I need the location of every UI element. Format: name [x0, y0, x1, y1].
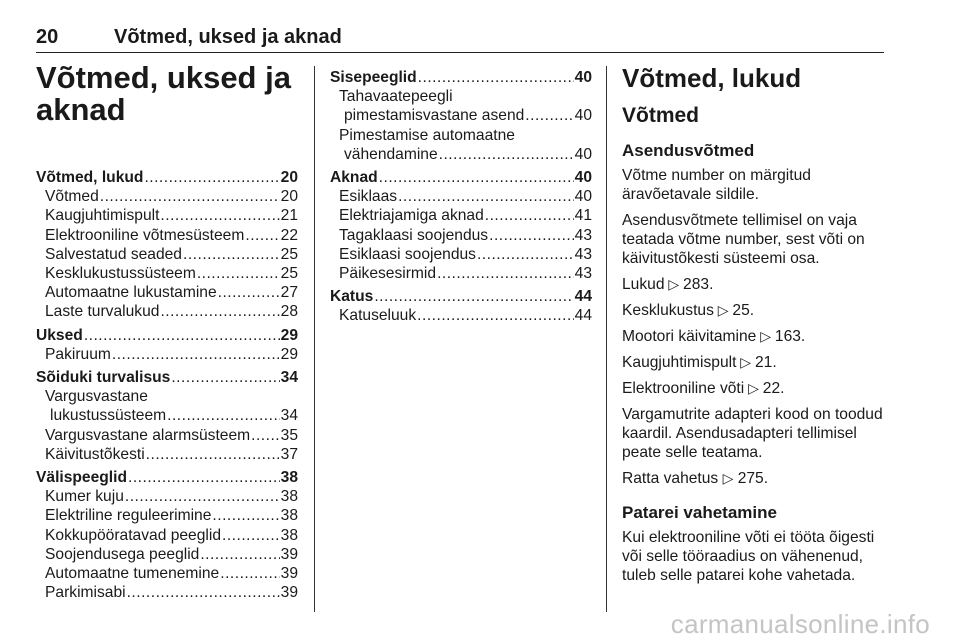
toc-entry-label: Laste turvalukud — [45, 303, 160, 321]
toc-entry-label: pimestamisvastane asend — [344, 107, 525, 125]
toc-section-label: Katus — [330, 288, 374, 306]
toc-entry-label: Salvestatud seaded — [45, 245, 182, 263]
toc-section-label: Välispeeglid — [36, 469, 127, 487]
toc-leader-dots — [84, 326, 280, 345]
toc-entry-label: Vargusvastane alarmsüsteem — [45, 426, 251, 444]
toc-entry[interactable] — [36, 206, 298, 225]
cross-reference-page: 283. — [683, 276, 714, 293]
toc-page-number: 29 — [280, 345, 298, 363]
toc-entry[interactable] — [36, 526, 298, 545]
toc-leader-dots — [100, 187, 280, 206]
subsection-heading: Võtmed — [622, 104, 700, 127]
toc-leader-dots — [437, 264, 574, 283]
toc-leader-dots — [489, 226, 574, 245]
toc-entry-label: Parkimisabi — [45, 584, 126, 602]
toc-page-number: 39 — [280, 565, 298, 583]
toc-entry-label[interactable]: Pimestamise automaatne — [339, 126, 515, 144]
toc-entry[interactable] — [330, 264, 592, 283]
triangle-right-icon: ▷ — [664, 276, 684, 292]
watermark: carmanualsonline.info — [670, 609, 930, 639]
toc-entry[interactable] — [36, 545, 298, 564]
cross-reference[interactable] — [622, 469, 892, 488]
toc-entry-label: Kokkupööratavad peeglid — [45, 526, 221, 544]
toc-page-number: 43 — [574, 265, 592, 283]
toc-section-entry[interactable] — [36, 326, 298, 345]
toc-page-number: 20 — [280, 188, 298, 206]
subsubsection-heading: Asendusvõtmed — [622, 141, 755, 160]
toc-leader-dots — [245, 226, 279, 245]
column-divider — [606, 66, 607, 612]
toc-page-number: 38 — [280, 526, 298, 544]
toc-entry[interactable] — [330, 187, 592, 206]
toc-entry[interactable] — [36, 445, 298, 464]
toc-section-label: Sisepeeglid — [330, 69, 417, 86]
toc-entry[interactable] — [36, 245, 298, 264]
toc-page-number: 37 — [280, 445, 298, 463]
paragraph: Võtme number on märgitud äravõetavale sildile. — [622, 167, 811, 203]
toc-page-number: 38 — [280, 488, 298, 506]
toc-page-number: 40 — [574, 145, 592, 163]
toc-leader-dots — [197, 264, 280, 283]
toc-entry[interactable] — [330, 206, 592, 225]
toc-section-label: Aknad — [330, 169, 378, 187]
toc-entry-label: Automaatne lukustamine — [45, 284, 217, 302]
toc-page-number: 40 — [574, 69, 592, 86]
toc-entry[interactable] — [330, 106, 592, 125]
toc-entry[interactable] — [36, 426, 298, 445]
page-header — [36, 26, 884, 53]
toc-page-number: 40 — [574, 188, 592, 206]
toc-page-number: 39 — [280, 545, 298, 563]
toc-page-number: 22 — [280, 226, 298, 244]
toc-entry-label: Soojendusega peeglid — [45, 545, 200, 563]
toc-entry[interactable] — [36, 264, 298, 283]
toc-entry-label: Automaatne tumenemine — [45, 565, 220, 583]
toc-leader-dots — [128, 468, 280, 487]
toc-entry[interactable] — [36, 406, 298, 425]
toc-entry-label: lukustussüsteem — [50, 407, 167, 425]
toc-page-number: 25 — [280, 265, 298, 283]
cross-reference-label: Elektrooniline võti — [622, 380, 745, 397]
toc-page-number: 41 — [574, 207, 592, 225]
toc-entry-label[interactable]: Tahavaatepeegli — [339, 88, 453, 106]
toc-section-entry[interactable] — [330, 168, 592, 187]
toc-leader-dots — [525, 106, 573, 125]
toc-leader-dots — [251, 426, 280, 445]
toc-leader-dots — [160, 302, 279, 321]
toc-leader-dots — [485, 206, 574, 225]
triangle-right-icon: ▷ — [744, 380, 763, 396]
toc-page-number: 40 — [574, 169, 592, 187]
toc-leader-dots — [146, 445, 280, 464]
toc-entry-label: Elektriajamiga aknad — [339, 207, 484, 225]
toc-section-entry[interactable] — [330, 287, 592, 306]
toc-leader-dots — [222, 526, 280, 545]
toc-entry[interactable] — [330, 226, 592, 245]
toc-page-number: 21 — [280, 207, 298, 225]
paragraph: Vargamutrite adapteri kood on toodud kaardil. Asendusadapteri tellimisel peate selle teatama. — [622, 406, 883, 461]
toc-section-label: Võtmed, lukud — [36, 169, 144, 186]
cross-reference-page: 275. — [737, 470, 769, 487]
toc-leader-dots — [160, 206, 279, 225]
cross-reference-page: 25. — [732, 302, 755, 319]
page-number: 20 — [36, 26, 59, 48]
toc-entry-label: Elektriline reguleerimine — [45, 507, 212, 525]
toc-section-label: Uksed — [36, 326, 83, 344]
chapter-title: Võtmed, uksed ja aknad — [36, 60, 291, 127]
toc-entry-label[interactable]: Vargusvastane — [45, 388, 148, 406]
toc-leader-dots — [127, 583, 280, 602]
running-title: Võtmed, uksed ja aknad — [114, 26, 342, 48]
toc-entry[interactable] — [330, 245, 592, 264]
toc-entry[interactable] — [36, 226, 298, 245]
table-of-contents — [36, 168, 298, 602]
cross-reference-label: Lukud — [622, 276, 665, 293]
paragraph: Asendusvõtmete tellimisel on vaja teatada võtme number, sest võti on käivitustõkesti süsteemi osa. — [622, 212, 865, 267]
toc-leader-dots — [144, 168, 279, 187]
toc-leader-dots — [477, 245, 574, 264]
toc-leader-dots — [125, 487, 280, 506]
toc-page-number: 34 — [280, 369, 298, 387]
toc-page-number: 34 — [280, 407, 298, 425]
toc-column-2 — [330, 68, 592, 326]
toc-leader-dots — [417, 306, 573, 325]
column-divider — [314, 66, 315, 612]
cross-reference-page: 22. — [762, 380, 785, 397]
toc-leader-dots — [200, 545, 279, 564]
table-of-contents — [330, 68, 592, 326]
toc-section-entry[interactable] — [36, 168, 298, 187]
toc-entry[interactable] — [36, 345, 298, 364]
toc-leader-dots — [418, 68, 574, 87]
toc-leader-dots — [171, 368, 279, 387]
cross-reference-page: 163. — [774, 328, 806, 345]
toc-page-number: 43 — [574, 245, 592, 263]
toc-entry-label: Kumer kuju — [45, 488, 124, 506]
toc-leader-dots — [398, 187, 574, 206]
toc-entry[interactable] — [36, 302, 298, 321]
toc-leader-dots — [439, 145, 574, 164]
toc-leader-dots — [167, 406, 280, 425]
toc-leader-dots — [112, 345, 280, 364]
toc-entry-label: Kesklukustussüsteem — [45, 265, 196, 283]
toc-leader-dots — [218, 283, 280, 302]
cross-reference-label: Kesklukustus — [622, 302, 714, 319]
content-column — [622, 62, 892, 592]
toc-entry[interactable] — [36, 283, 298, 302]
toc-entry-label: Käivitustõkesti — [45, 445, 145, 463]
triangle-right-icon: ▷ — [713, 302, 733, 318]
cross-reference[interactable] — [622, 301, 892, 320]
toc-page-number: 39 — [280, 584, 298, 602]
section-heading: Võtmed, lukud — [622, 63, 802, 93]
cross-reference-label: Kaugjuhtimispult — [622, 354, 737, 371]
toc-entry[interactable] — [36, 564, 298, 583]
toc-leader-dots — [212, 506, 279, 525]
cross-reference-page: 21. — [754, 354, 777, 371]
toc-page-number: 40 — [574, 107, 592, 125]
toc-entry[interactable] — [36, 506, 298, 525]
cross-reference-label: Mootori käivitamine — [622, 328, 757, 345]
triangle-right-icon: ▷ — [756, 328, 775, 344]
toc-page-number: 27 — [280, 284, 298, 302]
toc-entry[interactable] — [36, 487, 298, 506]
toc-page-number: 29 — [280, 326, 298, 344]
toc-entry-label: Päikesesirmid — [339, 265, 437, 283]
toc-leader-dots — [379, 168, 574, 187]
toc-entry[interactable] — [36, 187, 298, 206]
subsubsection-heading: Patarei vahetamine — [622, 503, 777, 522]
cross-reference[interactable] — [622, 353, 892, 372]
toc-page-number: 28 — [280, 303, 298, 321]
toc-entry[interactable] — [36, 583, 298, 602]
toc-page-number: 25 — [280, 245, 298, 263]
paragraph: Kui elektrooniline võti ei tööta õigesti või selle tööraadius on vähenenud, tuleb selle patarei kohe vahetada. — [622, 529, 875, 584]
cross-reference[interactable] — [622, 275, 892, 294]
toc-entry-label: vähendamine — [344, 145, 438, 163]
toc-page-number: 35 — [280, 426, 298, 444]
toc-section-entry[interactable] — [36, 368, 298, 387]
toc-entry[interactable] — [330, 306, 592, 325]
toc-page-number: 44 — [574, 288, 592, 306]
toc-leader-dots — [220, 564, 279, 583]
toc-section-entry[interactable] — [330, 68, 592, 87]
toc-page-number: 43 — [574, 226, 592, 244]
toc-page-number: 38 — [280, 469, 298, 487]
toc-entry-label: Esiklaas — [339, 188, 398, 206]
toc-entry-label: Tagaklaasi soojendus — [339, 226, 489, 244]
toc-page-number: 44 — [574, 307, 592, 325]
toc-entry-label: Võtmed — [45, 188, 99, 206]
toc-leader-dots — [183, 245, 280, 264]
toc-section-entry[interactable] — [36, 468, 298, 487]
toc-entry-label: Pakiruum — [45, 345, 111, 363]
cross-reference-label: Ratta vahetus — [622, 470, 719, 487]
triangle-right-icon: ▷ — [736, 354, 755, 370]
cross-reference[interactable] — [622, 379, 892, 398]
cross-reference[interactable] — [622, 327, 892, 346]
toc-entry[interactable] — [330, 145, 592, 164]
toc-entry-label: Katuseluuk — [339, 307, 417, 325]
toc-entry-label: Esiklaasi soojendus — [339, 245, 476, 263]
toc-page-number: 38 — [280, 507, 298, 525]
toc-leader-dots — [374, 287, 573, 306]
toc-column-1 — [36, 62, 298, 602]
toc-entry-label: Kaugjuhtimispult — [45, 207, 160, 225]
toc-entry-label: Elektrooniline võtmesüsteem — [45, 226, 245, 244]
toc-section-label: Sõiduki turvalisus — [36, 369, 171, 387]
triangle-right-icon: ▷ — [722, 470, 734, 486]
toc-page-number: 20 — [280, 169, 298, 186]
